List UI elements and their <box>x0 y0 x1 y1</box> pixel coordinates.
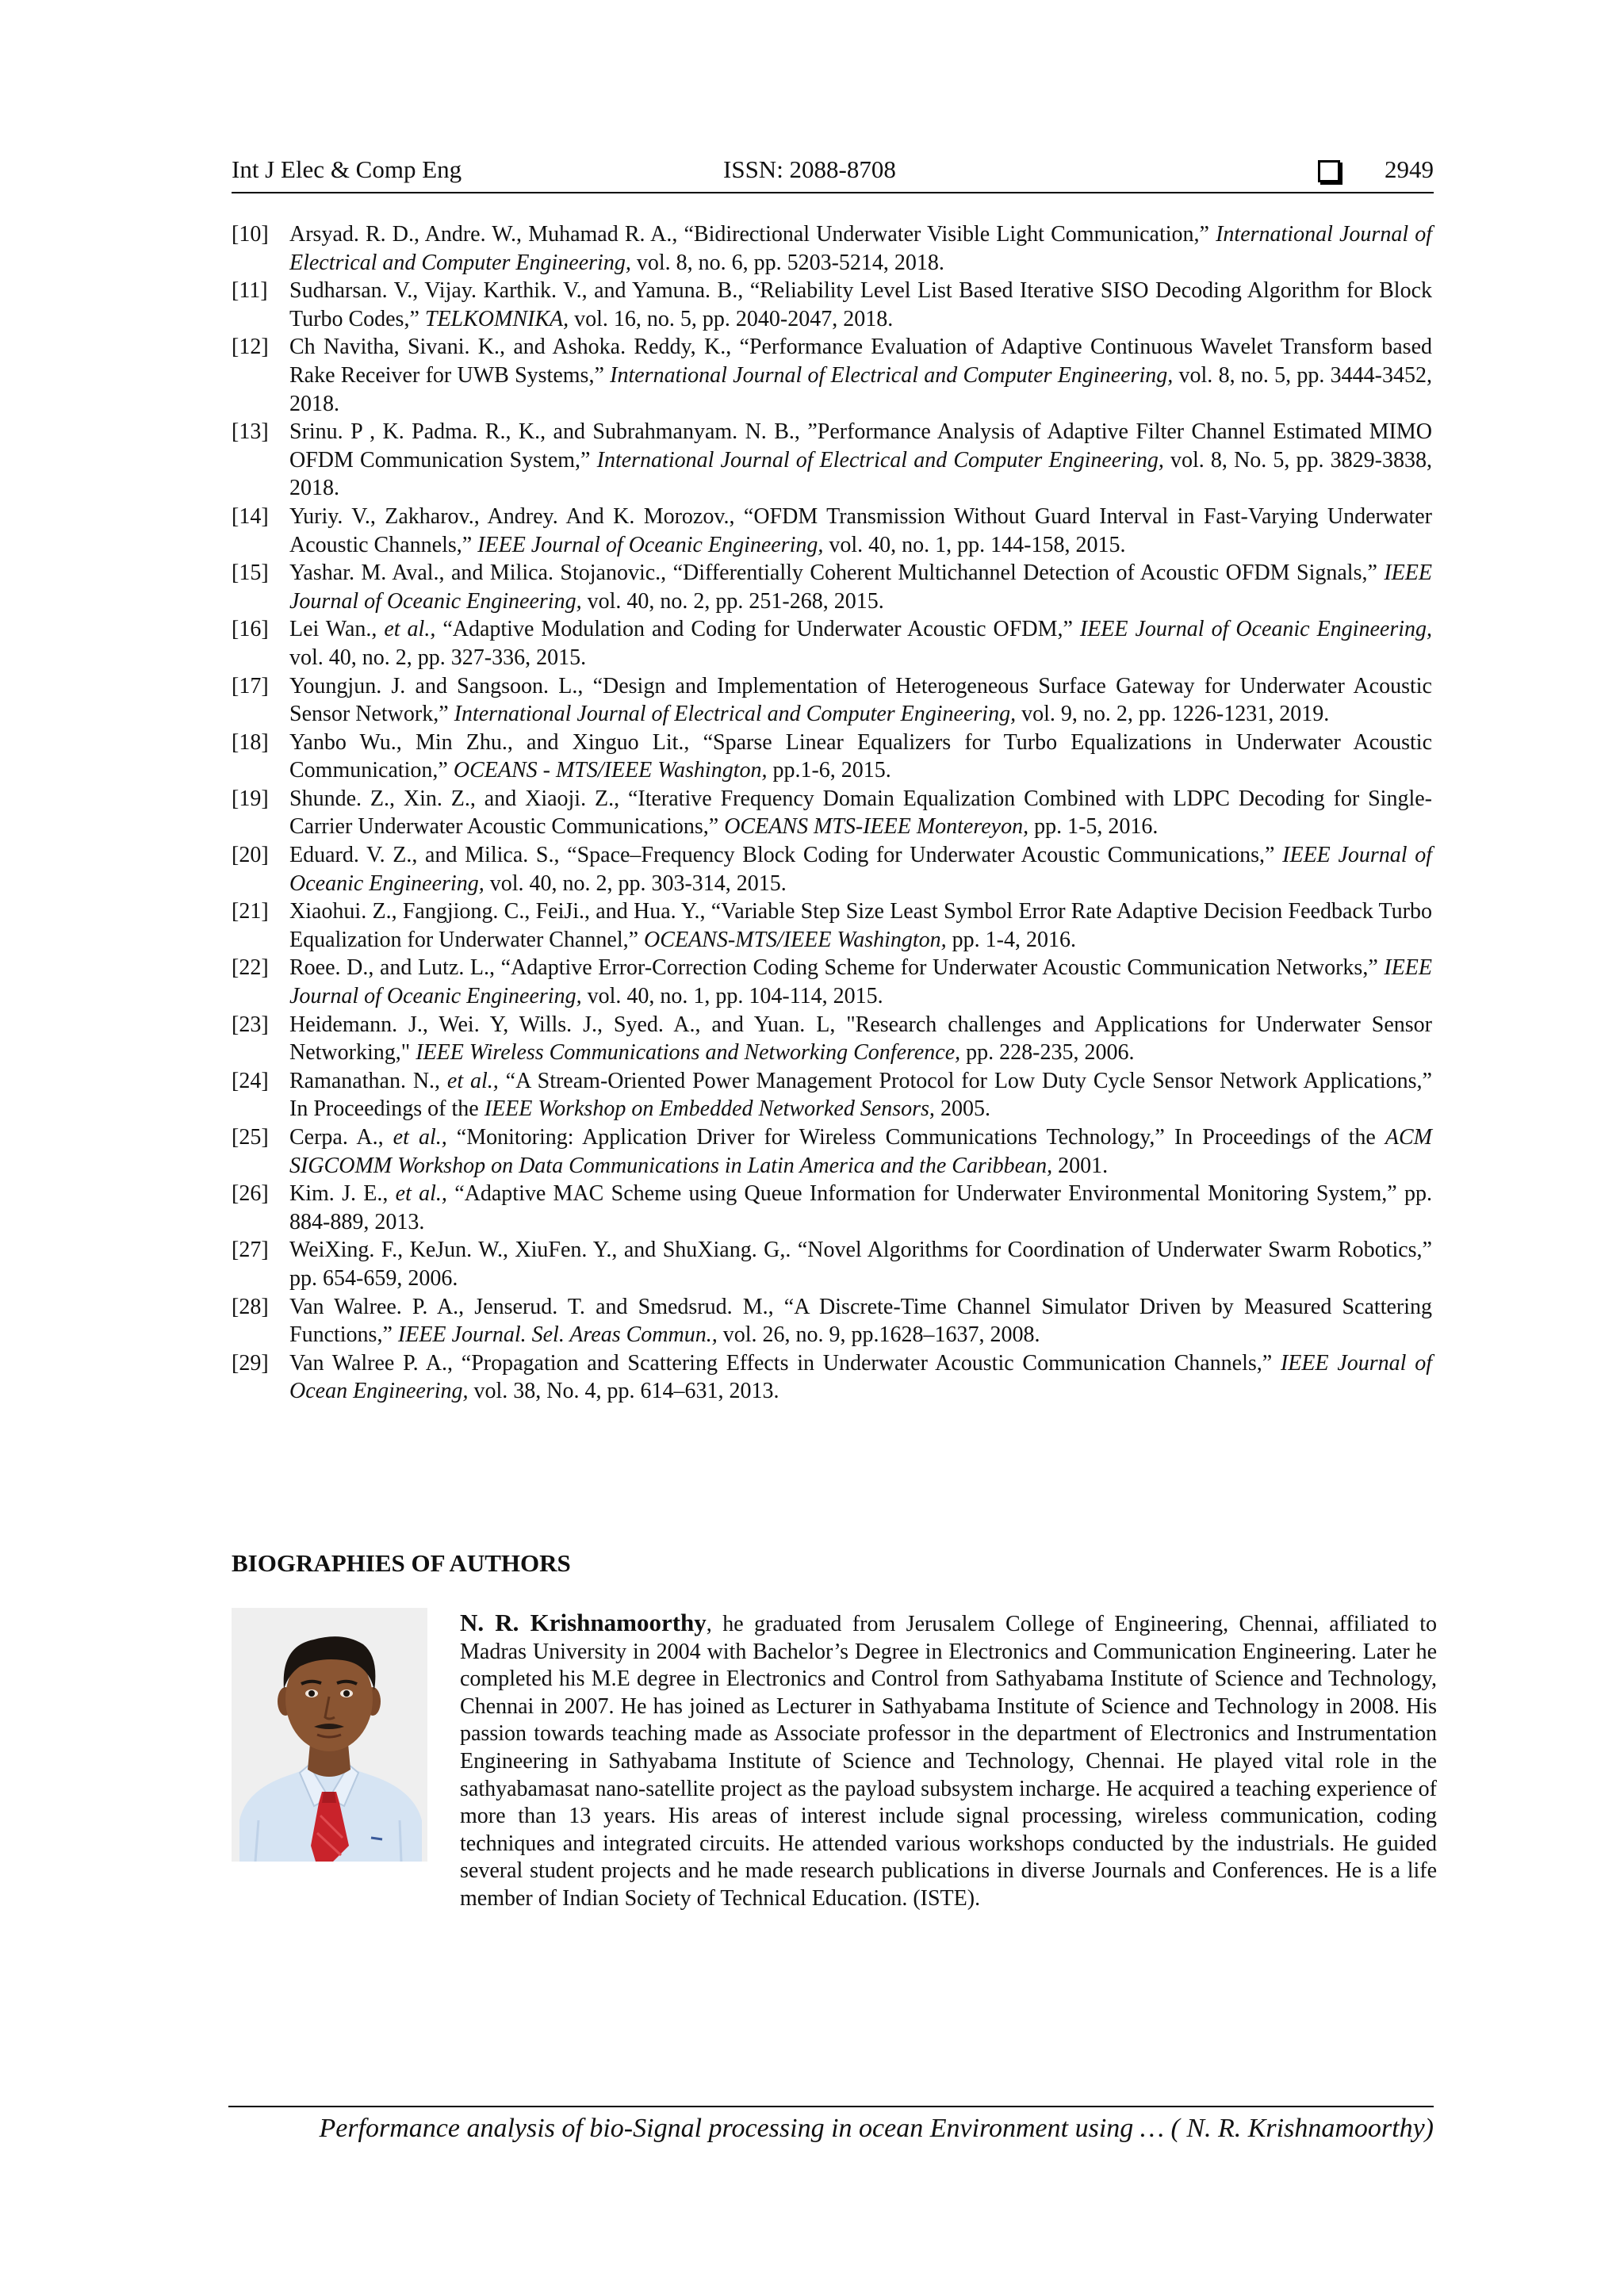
reference-item <box>232 1349 1432 1406</box>
reference-item <box>232 841 1432 897</box>
author-name: N. R. Krishnamoorthy <box>460 1609 707 1636</box>
reference-source: OCEANS - MTS/IEEE Washington, <box>453 758 768 783</box>
reference-number: [27] <box>232 1238 269 1263</box>
reference-etal: et al., <box>384 617 436 642</box>
reference-item <box>232 1293 1432 1349</box>
reference-details: pp. 1-4, 2016. <box>946 927 1076 952</box>
reference-text: Cerpa. A., <box>289 1125 393 1150</box>
reference-source: OCEANS MTS-IEEE Montereyon, <box>724 814 1029 840</box>
reference-details: 2005. <box>934 1096 990 1122</box>
reference-item <box>232 503 1432 559</box>
reference-text: Roee. D., and Lutz. L., “Adaptive Error-Correction Coding Scheme for Underwater Acoustic Communication Networks,” <box>289 955 1385 981</box>
reference-source: International Journal of Electrical and Computer Engineering, <box>596 447 1164 473</box>
reference-text: Kim. J. E., <box>289 1181 396 1207</box>
reference-text: Van Walree. P. A., Jenserud. T. and Smedsrud. M., “A Discrete-Time Channel Simulator Driven by Measured Scattering Functions,” <box>289 1294 1432 1348</box>
box-icon <box>1318 160 1340 182</box>
reference-text: Youngjun. J. and Sangsoon. L., “Design and Implementation of Heterogeneous Surface Gateway for Underwater Acoustic Sensor Network,” <box>289 673 1432 727</box>
footer-text: Performance analysis of bio-Signal processing in ocean Environment using … ( N. R. Krishnamoorthy) <box>319 2114 1434 2143</box>
reference-source: IEEE Journal of Oceanic Engineering, <box>289 561 1432 614</box>
reference-details: vol. 8, no. 6, pp. 5203-5214, 2018. <box>630 250 944 275</box>
reference-item <box>232 1123 1432 1180</box>
reference-number: [19] <box>232 786 269 811</box>
page-header <box>232 152 1434 193</box>
reference-source: International Journal of Electrical and Computer Engineering, <box>289 222 1433 275</box>
reference-text: Arsyad. R. D., Andre. W., Muhamad R. A., “Bidirectional Underwater Visible Light Communication,” <box>289 222 1216 247</box>
reference-text: Srinu. P , K. Padma. R., K., and Subrahmanyam. N. B., ”Performance Analysis of Adaptive Filter Channel Estimated MIMO OFDM Communication System,” <box>289 419 1432 473</box>
reference-source: OCEANS-MTS/IEEE Washington, <box>644 927 947 952</box>
reference-source: IEEE Journal of Ocean Engineering, <box>289 1350 1432 1404</box>
reference-number: [22] <box>232 955 269 981</box>
reference-number: [11] <box>232 278 268 304</box>
reference-etal: et al., <box>395 1181 447 1207</box>
reference-number: [29] <box>232 1350 269 1376</box>
reference-number: [24] <box>232 1068 269 1093</box>
reference-number: [25] <box>232 1125 269 1150</box>
reference-item <box>232 418 1432 503</box>
reference-source: IEEE Wireless Communications and Networking Conference, <box>416 1040 961 1066</box>
reference-item <box>232 729 1432 785</box>
reference-source: International Journal of Electrical and Computer Engineering, <box>610 362 1174 388</box>
reference-etal: et al., <box>446 1068 499 1093</box>
reference-text: Ch Navitha, Sivani. K., and Ashoka. Reddy, K., “Performance Evaluation of Adaptive Continuous Wavelet Transform based Rake Receiver for UWB Systems,” <box>289 335 1432 388</box>
reference-number: [13] <box>232 419 269 445</box>
reference-text: WeiXing. F., KeJun. W., XiuFen. Y., and ShuXiang. G,. “Novel Algorithms for Coordination of Underwater Swarm Robotics,” pp. 654-659, 2006. <box>289 1238 1432 1291</box>
page-number: 2949 <box>1385 155 1434 183</box>
reference-details: vol. 9, no. 2, pp. 1226-1231, 2019. <box>1016 702 1330 727</box>
reference-details: vol. 16, no. 5, pp. 2040-2047, 2018. <box>569 306 894 331</box>
reference-text: Shunde. Z., Xin. Z., and Xiaoji. Z., “Iterative Frequency Domain Equalization Combined with LDPC Decoding for Single-Carrier Underwater Acoustic Communications,” <box>289 786 1432 840</box>
reference-title: “Adaptive Modulation and Coding for Underwater Acoustic OFDM,” <box>435 617 1080 642</box>
reference-details: pp.1-6, 2015. <box>767 758 891 783</box>
reference-text: Sudharsan. V., Vijay. Karthik. V., and Yamuna. B., “Reliability Level List Based Iterative SISO Decoding Algorithm for Block Turbo Codes,” <box>289 278 1432 331</box>
reference-details: “Adaptive MAC Scheme using Queue Information for Underwater Environmental Monitoring System,” pp. 884-889, 2013. <box>289 1181 1432 1234</box>
reference-source: International Journal of Electrical and Computer Engineering, <box>454 702 1017 727</box>
reference-title: “Monitoring: Application Driver for Wireless Communications Technology,” In Proceedings of the <box>446 1125 1385 1150</box>
reference-details: 2001. <box>1052 1153 1109 1178</box>
author-biography-text: , he graduated from Jerusalem College of Engineering, Chennai, affiliated to Madras University in 2004 with Bachelor’s Degree in Electronics and Communication Engineering. Later he completed his M.E degree in Electronics and Control from Sathyabama Institute of Science and Technology, Chennai in 2007. He has joined as Lecturer in Sathyabama Institute of Science and Technology in 2008. His passion towards teaching made as Associate professor in the department of Electronics and Instrumentation Engineering in Sathyabama Institute of Science and Technology, Chennai. He played vital role in the sathyabamasat nano-satellite project as the payload subsystem incharge. He acquired a teaching experience of more than 13 years. His areas of interest include signal processing, wireless communication, coding techniques and integrated circuits. He attended various workshops conducted by the industrials. He guided several student projects and he made research publications in diverse Journals and Conferences. He is a life member of Indian Society of Technical Education. (ISTE). <box>460 1612 1437 1911</box>
reference-number: [21] <box>232 899 269 924</box>
reference-text: Lei Wan., <box>289 617 385 642</box>
author-photo <box>232 1608 427 1862</box>
reference-source: IEEE Journal of Oceanic Engineering, <box>1079 617 1432 642</box>
reference-item <box>232 559 1432 615</box>
reference-source: ACM SIGCOMM Workshop on Data Communications in Latin America and the Caribbean, <box>289 1125 1432 1178</box>
reference-number: [26] <box>232 1181 269 1207</box>
reference-text: Yuriy. V., Zakharov., Andrey. And K. Morozov., “OFDM Transmission Without Guard Interval in Fast-Varying Underwater Acoustic Channels,” <box>289 503 1432 557</box>
reference-source: IEEE Journal. Sel. Areas Commun., <box>397 1322 718 1348</box>
reference-text: Yanbo Wu., Min Zhu., and Xinguo Lit., “Sparse Linear Equalizers for Turbo Equalizations in Underwater Acoustic Communication,” <box>289 729 1432 783</box>
reference-text: Eduard. V. Z., and Milica. S., “Space–Frequency Block Coding for Underwater Acoustic Communications,” <box>289 843 1283 868</box>
reference-item <box>232 1236 1432 1292</box>
reference-text: Yashar. M. Aval., and Milica. Stojanovic., “Differentially Coherent Multichannel Detection of Acoustic OFDM Signals,” <box>289 561 1385 586</box>
reference-details: vol. 40, no. 1, pp. 144-158, 2015. <box>823 532 1126 557</box>
reference-list <box>232 220 1432 1406</box>
reference-item <box>232 220 1432 277</box>
reference-item <box>232 277 1432 333</box>
reference-details: vol. 40, no. 2, pp. 251-268, 2015. <box>581 588 884 614</box>
reference-number: [16] <box>232 617 269 642</box>
reference-text: Van Walree P. A., “Propagation and Scattering Effects in Underwater Acoustic Communication Channels,” <box>289 1350 1281 1376</box>
reference-details: vol. 8, no. 5, pp. 3444-3452, 2018. <box>289 362 1432 416</box>
reference-number: [28] <box>232 1294 269 1319</box>
reference-number: [17] <box>232 673 269 698</box>
reference-details: vol. 8, No. 5, pp. 3829-3838, 2018. <box>289 447 1433 501</box>
reference-details: vol. 40, no. 2, pp. 327-336, 2015. <box>289 645 587 670</box>
issn: ISSN: 2088-8708 <box>723 155 896 183</box>
reference-number: [14] <box>232 503 269 529</box>
reference-number: [20] <box>232 843 269 868</box>
reference-source: TELKOMNIKA, <box>424 306 569 331</box>
reference-text: Heidemann. J., Wei. Y, Wills. J., Syed. A., and Yuan. L, "Research challenges and Applications for Underwater Sensor Networking," <box>289 1012 1432 1066</box>
reference-item <box>232 1180 1432 1236</box>
reference-source: IEEE Journal of Oceanic Engineering, <box>477 532 824 557</box>
reference-etal: et al., <box>393 1125 447 1150</box>
reference-source: IEEE Journal of Oceanic Engineering, <box>289 955 1432 1009</box>
reference-title: “A Stream-Oriented Power Management Protocol for Low Duty Cycle Sensor Network Applications,” In Proceedings of the <box>289 1068 1432 1122</box>
biographies-heading: BIOGRAPHIES OF AUTHORS <box>232 1549 571 1577</box>
reference-item <box>232 954 1432 1010</box>
reference-text: Ramanathan. N., <box>289 1068 447 1093</box>
reference-number: [12] <box>232 335 269 360</box>
page-footer <box>228 2106 1434 2144</box>
reference-source: IEEE Workshop on Embedded Networked Sensors, <box>484 1096 935 1122</box>
reference-details: pp. 1-5, 2016. <box>1028 814 1159 840</box>
reference-item <box>232 785 1432 841</box>
reference-item <box>232 615 1432 672</box>
reference-item <box>232 1011 1432 1067</box>
reference-item <box>232 672 1432 729</box>
reference-details: vol. 26, no. 9, pp.1628–1637, 2008. <box>717 1322 1040 1348</box>
reference-number: [23] <box>232 1012 269 1037</box>
reference-number: [15] <box>232 561 269 586</box>
reference-text: Xiaohui. Z., Fangjiong. C., FeiJi., and Hua. Y., “Variable Step Size Least Symbol Error Rate Adaptive Decision Feedback Turbo Equalization for Underwater Channel,” <box>289 899 1432 952</box>
reference-number: [10] <box>232 222 269 247</box>
reference-details: pp. 228-235, 2006. <box>960 1040 1135 1066</box>
journal-name: Int J Elec & Comp Eng <box>232 155 462 183</box>
author-portrait-image <box>232 1608 427 1862</box>
reference-details: vol. 40, no. 1, pp. 104-114, 2015. <box>581 984 883 1009</box>
reference-source: IEEE Journal of Oceanic Engineering, <box>289 843 1432 896</box>
reference-item <box>232 1067 1432 1123</box>
reference-details: vol. 40, no. 2, pp. 303-314, 2015. <box>484 871 787 896</box>
reference-item <box>232 333 1432 418</box>
reference-number: [18] <box>232 729 269 755</box>
author-biography <box>460 1609 1437 1913</box>
reference-item <box>232 897 1432 954</box>
reference-details: vol. 38, No. 4, pp. 614–631, 2013. <box>468 1379 779 1404</box>
